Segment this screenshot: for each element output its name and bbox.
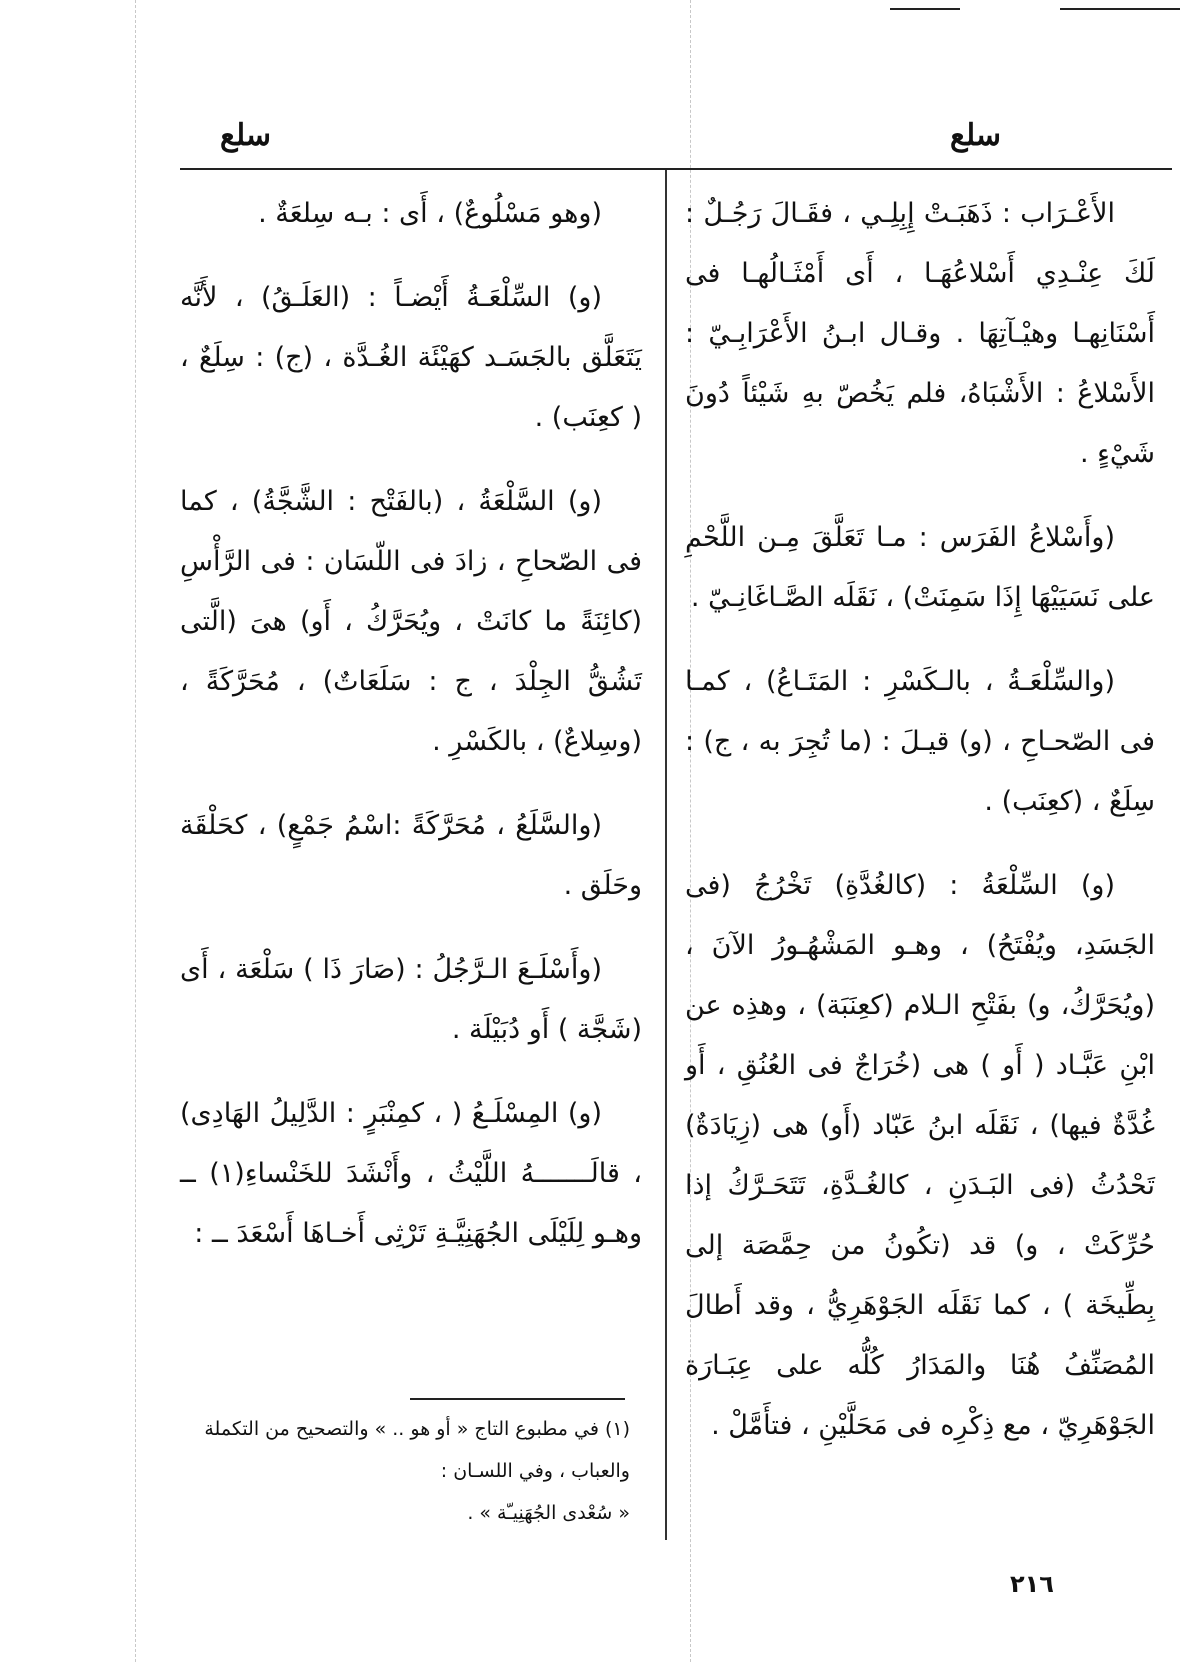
paragraph: (والسَّلَعُ ، مُحَرَّكَةً :اسْمُ جَمْعٍ) ، كحَلْقَة وحَلَق . <box>180 810 642 901</box>
running-headword-right: سلع <box>950 118 1002 153</box>
paragraph: (و) السِّلْعَـةُ أَيْضـاً : (العَلَـقُ) ، لأَنَّه يَتَعَلَّق بالجَسَـد كهَيْئَة الغُـدَّة ، (ج) : سِلَعٌ ، ( كعِنَب) . <box>180 282 642 433</box>
header-rule <box>180 168 1172 170</box>
paragraph: الأَعْـرَاب : ذَهَبَـتْ إِبِلِـي ، فقَـالَ رَجُـلٌ : لَكَ عِنْـدِي أَسْلاعُهَـا ، أَى أَمْثَـالُهـا فى أَسْنَانِهـا وهيْـآتِهَا . وقـال ابـنُ الأَعْرَابِـيّ : الأَسْلاعُ : الأَشْبَاهُ، فلم يَخُصّ بهِ شَيْئاً دُونَ شَيْءٍ . <box>685 198 1155 469</box>
paragraph: (وأَسْلَـعَ الـرَّجُلُ : (صَارَ ذَا ) سَلْعَة ، أَى (شَجَّة ) أَو دُبَيْلَة . <box>180 954 642 1045</box>
paragraph: (وأَسْلاعُ الفَرَس : مـا تَعَلَّقَ مِـن اللَّحْمِ على نَسَيَيْهَا إِذَا سَمِنَتْ) ، نَقَلَه الصَّـاغَانِـيّ . <box>685 522 1155 613</box>
paragraph: (والسِّلْعَـةُ ، بالـكَسْرِ : المَتَـاعُ) ، كمـا فى الصّحـاحِ ، (و) قيـلَ : (ما تُجِرَ به ، ج) : سِلَعٌ ، (كعِنَب) . <box>685 666 1155 817</box>
corner-rule <box>1060 8 1180 10</box>
paragraph: (و) السَّلْعَةُ ، (بالفَتْح : الشَّجَّةُ) ، كما فى الصّحاحِ ، زادَ فى اللّسَان : فى الرَّأْسِ (كائِنَةً ما كانَتْ ، ويُحَرَّكُ ، أَو) هىَ (الَّتى تَشُقُّ الجِلْدَ ، ج : سَلَعَاتٌ) ، مُحَرَّكَةً ، (وسِلاعٌ) ، بالكَسْرِ . <box>180 486 642 757</box>
running-headword-left: سلع <box>220 118 272 153</box>
page-number: ٢١٦ <box>1010 1570 1054 1598</box>
left-column-text <box>180 184 642 1288</box>
right-column-text <box>685 184 1155 1480</box>
column-divider <box>665 170 667 1540</box>
footnote-line: (١) في مطبوع التاج « أو هو .. » والتصحيح من التكملة والعباب ، وفي اللسـان : <box>204 1418 630 1482</box>
paragraph: (و) المِسْلَـعُ ( ، كمِنْبَرٍ : الدَّلِيلُ الهَادِى) ، قالَـــــــهُ اللَّيْثُ ، وأَنْشَدَ للخَنْساءِ(١) ــ وهـو لِلَيْلَى الجُهَنِيَّـةِ تَرْثِى أَخـاهَا أَسْعَدَ ــ : <box>180 1098 642 1249</box>
footnote-rule <box>410 1398 625 1400</box>
scan-fold-line <box>135 0 136 1662</box>
footnotes <box>190 1408 630 1534</box>
paragraph: (و) السِّلْعَةُ : (كالغُدَّةِ) تَخْرُجُ (فى الجَسَدِ، ويُفْتَحُ) ، وهـو المَشْهُـورُ الآنَ ، (ويُحَرَّكُ، و) بفَتْحِ الـلام (كعِنَبَة) ، وهذِه عن ابْنِ عَبَّـاد ( أَو ) هى (خُرَاجٌ فى العُنُقِ ، أَو غُدَّةٌ فيها) ، نَقَلَه ابنُ عَبّاد (أَو) هى (زِيَادَةٌ) تَحْدُثُ (فى البَـدَنِ ، كالغُـدَّةِ، تَتَحَـرَّكُ إذا حُرِّكَتْ ، و) قد (تكُونُ من حِمَّصَة إلى بِطِّيخَة ) ، كما نَقَلَه الجَوْهَرِيُّ ، وقد أَطالَ المُصَنِّفُ هُنَا والمَدَارُ كُلُّه على عِبَـارَة الجَوْهَرِيّ ، مع ذِكْرِه فى مَحَلَّيْنِ ، فتأَمَّلْ . <box>685 870 1155 1441</box>
footnote-line: « سُعْدى الجُهَنِيـّة » . <box>467 1502 630 1524</box>
corner-rule <box>890 8 960 10</box>
paragraph: (وهو مَسْلُوعٌ) ، أَى : بـه سِلعَةٌ . <box>258 198 602 229</box>
